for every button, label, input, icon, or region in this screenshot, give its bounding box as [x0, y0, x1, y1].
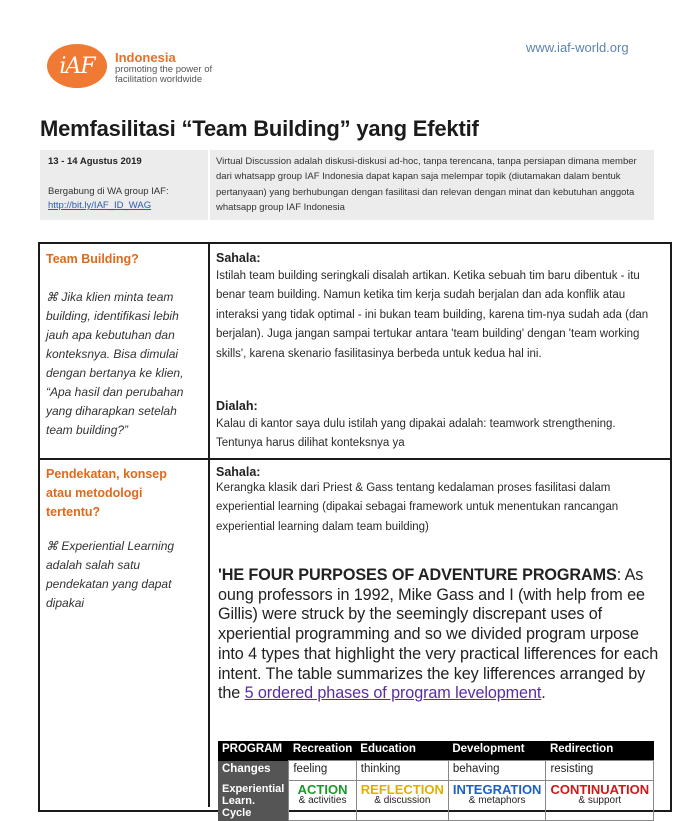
- iaf-logo: [47, 44, 107, 88]
- table-cell: [448, 781, 546, 821]
- speaker-name: Dialah: [216, 399, 254, 413]
- answer-block: Sahala: Istilah team building seringkali disalah artikan. Ketika sebuah tim baru dibentuk - itu benar team building. Namun ketika tim kerja sudah berjalan dan ada konflik atau interaksi yang tidak optimal - ini bukan team building, karena tim-nya sudah ada (dan berjalan). Juga jangan sampai tertukar antara 'team building' dengan 'team working skills', karena skenario fasilitasinya berbeda untuk kedua hal ini.: [216, 249, 664, 364]
- table-cell: feeling: [289, 761, 356, 781]
- whatsapp-group-link[interactable]: http://bit.ly/IAF_ID_WAG: [48, 200, 152, 211]
- brand-name: Indonesia: [115, 50, 176, 65]
- table-header: Education: [356, 741, 448, 761]
- logo-text: iAF: [59, 53, 95, 79]
- answer-block: [216, 465, 668, 537]
- table-header: PROGRAM: [218, 741, 289, 761]
- answer-block: Dialah: Kalau di kantor saya dulu istilah yang dipakai adalah: teamwork strengthening. Tentunya harus dilihat konteksnya ya: [216, 397, 664, 454]
- table-cell: [356, 781, 448, 821]
- table-cell: thinking: [356, 761, 448, 781]
- answer-text: Kalau di kantor saya dulu istilah yang dipakai adalah: teamwork strengthening. Tentunya harus dilihat konteksnya ya: [216, 418, 616, 450]
- table-row: [218, 761, 654, 781]
- row-divider: [38, 458, 672, 460]
- join-label: Bergabung di WA group IAF:: [48, 186, 169, 197]
- website-link[interactable]: www.iaf-world.org: [526, 40, 629, 55]
- brand-tagline: promoting the power of facilitation worldwide: [115, 64, 213, 85]
- row-header: Experiential Learn. Cycle: [218, 781, 289, 821]
- row-question: Team Building?: [46, 252, 139, 266]
- program-purposes-table: [218, 741, 654, 821]
- event-date: 13 - 14 Agustus 2019: [48, 156, 142, 167]
- answer-text: Kerangka klasik dari Priest & Gass tentang kedalaman proses fasilitasi dalam experiential learning (dipakai sebagai framework untuk menentukan rancangan experiential learning dalam team building): [216, 482, 619, 533]
- table-cell: behaving: [448, 761, 546, 781]
- page-title: Memfasilitasi “Team Building” yang Efektif: [40, 116, 479, 141]
- row-header: Changes: [218, 761, 289, 781]
- cycle-word: ACTION: [297, 782, 348, 797]
- speaker-name: Sahala:: [216, 465, 261, 479]
- row-note: ⌘ Jika klien minta team building, identifikasi lebih jauh apa kebutuhan dan konteksnya. Bisa dimulai dengan bertanya ke klien, “Apa hasil dan perubahan yang diharapkan setelah team building?”: [46, 290, 184, 437]
- table-cell: [289, 781, 356, 821]
- article-end: .: [541, 684, 546, 703]
- article-excerpt: [218, 566, 660, 704]
- article-body: : As oung professors in 1992, Mike Gass and I (with help from ee Gillis) were struck by the seemingly discrepant uses of xperiential programming and so we divided program urpose into 4 types that highlight the very practical lifferences for each intent. The table summarizes the key lifferences arranged by the: [218, 566, 659, 703]
- program-phases-link[interactable]: 5 ordered phases of program levelopment: [244, 684, 542, 703]
- article-heading: 'HE FOUR PURPOSES OF ADVENTURE PROGRAMS: [218, 566, 617, 584]
- cycle-sub: & discussion: [374, 795, 431, 806]
- row-note: ⌘ Experiential Learning adalah salah satu pendekatan yang dapat dipakai: [46, 539, 175, 610]
- cycle-sub: & support: [578, 795, 622, 806]
- table-header: Redirection: [546, 741, 654, 761]
- answer-text: Istilah team building seringkali disalah artikan. Ketika sebuah tim baru dibentuk - itu benar team building. Namun ketika tim kerja sudah berjalan dan ada konflik atau interaksi yang tidak optimal - ini bukan team building, karena tim-nya sudah ada (dan berjalan). Juga jangan sampai tertukar antara 'team building' dengan 'team working skills', karena skenario fasilitasinya berbeda untuk kedua hal ini.: [216, 270, 649, 360]
- table-cell: resisting: [546, 761, 654, 781]
- row-question: Pendekatan, konsep atau metodologi tertentu?: [46, 467, 167, 519]
- cycle-word: CONTINUATION: [550, 782, 650, 797]
- intro-description: Virtual Discussion adalah diskusi-diskusi ad-hoc, tanpa terencana, tanpa persiapan dimana member dari whatsapp group IAF Indonesia dapat kapan saja melempar topik (diutamakan dalam bentuk pertanyaan) yang berhubungan dengan fasilitasi dan relevan dengan minat dan kebutuhan anggota whatsapp group IAF Indonesia: [216, 156, 637, 213]
- cycle-word: REFLECTION: [360, 782, 444, 797]
- column-divider: [208, 242, 210, 807]
- table-header-row: [218, 741, 654, 761]
- cycle-word: INTEGRATION: [452, 782, 542, 797]
- table-cell: [546, 781, 654, 821]
- table-header: Development: [448, 741, 546, 761]
- speaker-name: Sahala: [216, 251, 257, 265]
- cycle-sub: & metaphors: [468, 795, 526, 806]
- table-row: [218, 781, 654, 821]
- table-header: Recreation: [289, 741, 356, 761]
- cycle-sub: & activities: [298, 795, 347, 806]
